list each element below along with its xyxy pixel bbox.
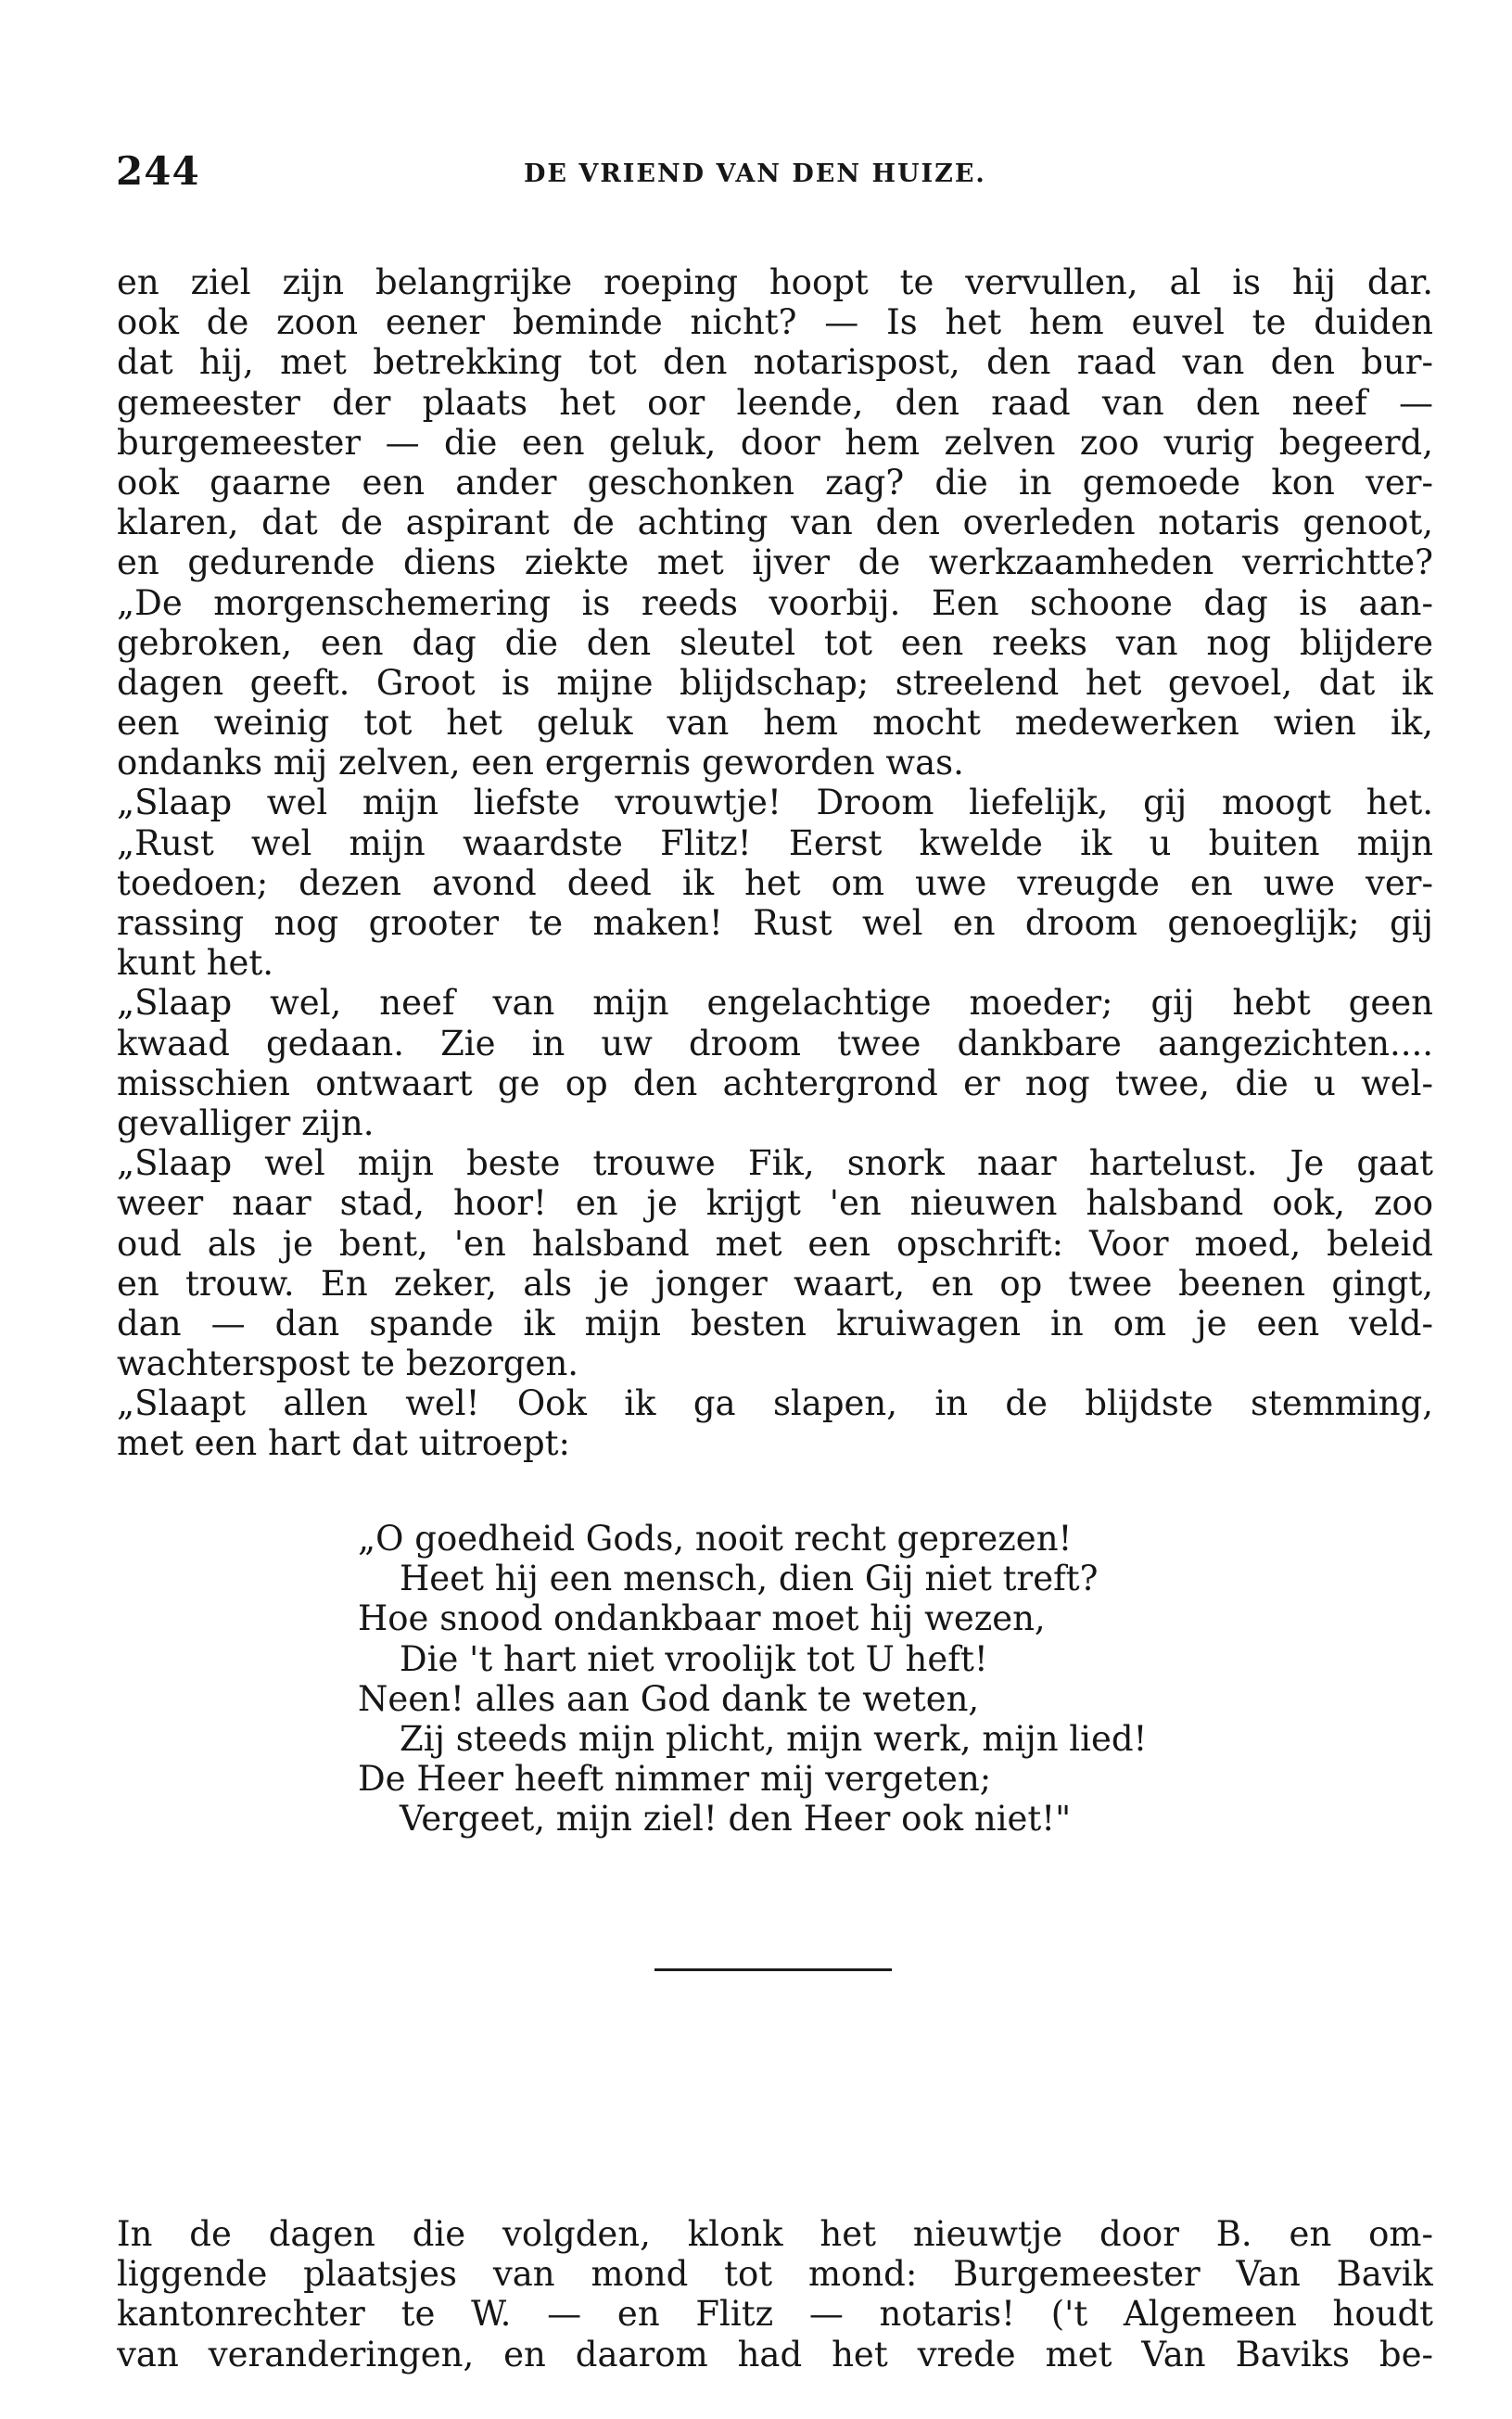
text-line: kantonrechter te W. — en Flitz — notaris! ('t Algemeen houdt: [117, 2294, 1433, 2335]
poem-line: De Heer heeft nimmer mij vergeten;: [358, 1759, 992, 1800]
text-line: toedoen; dezen avond deed ik het om uwe vreugde en uwe ver-: [117, 862, 1433, 903]
poem-line: Die 't hart niet vroolijk tot U heft!: [400, 1638, 988, 1679]
final-paragraph: [117, 2214, 1433, 2374]
text-line: rassing nog grooter te maken! Rust wel en droom genoeglijk; gij: [117, 903, 1433, 943]
text-line: gevalliger zijn.: [117, 1102, 375, 1143]
text-line: dan — dan spande ik mijn besten kruiwagen in om je een veld-: [117, 1303, 1433, 1343]
text-line: een weinig tot het geluk van hem mocht medewerken wien ik,: [117, 703, 1433, 744]
body-text: [117, 262, 1433, 1464]
text-line: en gedurende diens ziekte met ijver de werkzaamheden verrichtte?: [117, 542, 1433, 583]
text-line: „Slaap wel mijn beste trouwe Fik, snork naar hartelust. Je gaat: [117, 1143, 1433, 1184]
poem-line: Heet hij een mensch, dien Gij niet treft?: [400, 1559, 1099, 1599]
text-line: In de dagen die volgden, klonk het nieuwtje door B. en om-: [117, 2214, 1433, 2254]
poem-line: „O goedheid Gods, nooit recht geprezen!: [358, 1519, 1073, 1559]
text-line: „Slaapt allen wel! Ook ik ga slapen, in de blijdste stemming,: [117, 1383, 1433, 1424]
text-line: ondanks mij zelven, een ergernis geworden was.: [117, 743, 964, 783]
text-line: „De morgenschemering is reeds voorbij. Een schoone dag is aan-: [117, 582, 1433, 623]
text-line: gemeester der plaats het oor leende, den raad van den neef —: [117, 382, 1433, 423]
text-line: van veranderingen, en daarom had het vrede met Van Baviks be-: [117, 2334, 1433, 2374]
text-line: ook de zoon eener beminde nicht? — Is het hem euvel te duiden: [117, 302, 1433, 343]
poem-line: Neen! alles aan God dank te weten,: [358, 1678, 980, 1719]
running-head: DE VRIEND VAN DEN HUIZE.: [524, 159, 986, 188]
poem-line: Vergeet, mijn ziel! den Heer ook niet!": [400, 1799, 1072, 1840]
text-line: met een hart dat uitroept:: [117, 1423, 570, 1464]
text-line: klaren, dat de aspirant de achting van den overleden notaris genoot,: [117, 503, 1433, 543]
section-divider: [654, 1968, 892, 1971]
page-number: 244: [116, 148, 200, 194]
page-header: [116, 148, 1432, 204]
poem-line: Hoe snood ondankbaar moet hij wezen,: [358, 1598, 1046, 1639]
text-line: wachterspost te bezorgen.: [117, 1343, 579, 1384]
text-line: burgemeester — die een geluk, door hem zelven zoo vurig begeerd,: [117, 422, 1433, 463]
text-line: kwaad gedaan. Zie in uw droom twee dankbare aangezichten....: [117, 1023, 1433, 1063]
text-line: gebroken, een dag die den sleutel tot een reeks van nog blijdere: [117, 622, 1433, 663]
text-line: ook gaarne een ander geschonken zag? die in gemoede kon ver-: [117, 462, 1433, 503]
text-line: „Slaap wel, neef van mijn engelachtige moeder; gij hebt geen: [117, 983, 1433, 1024]
text-line: en trouw. En zeker, als je jonger waart, en op twee beenen gingt,: [117, 1263, 1433, 1304]
text-line: en ziel zijn belangrijke roeping hoopt te vervullen, al is hij dar.: [117, 262, 1433, 302]
text-line: dagen geeft. Groot is mijne blijdschap; streelend het gevoel, dat ik: [117, 662, 1433, 703]
text-line: weer naar stad, hoor! en je krijgt 'en nieuwen halsband ook, zoo: [117, 1183, 1433, 1224]
text-line: misschien ontwaart ge op den achtergrond er nog twee, die u wel-: [117, 1063, 1433, 1103]
text-line: liggende plaatsjes van mond tot mond: Burgemeester Van Bavik: [117, 2254, 1433, 2295]
text-line: „Rust wel mijn waardste Flitz! Eerst kwelde ik u buiten mijn: [117, 822, 1433, 863]
text-line: kunt het.: [117, 943, 274, 984]
poem: [358, 1519, 1378, 1840]
text-line: „Slaap wel mijn liefste vrouwtje! Droom liefelijk, gij moogt het.: [117, 783, 1433, 823]
text-line: oud als je bent, 'en halsband met een opschrift: Voor moed, beleid: [117, 1223, 1433, 1264]
poem-line: Zij steeds mijn plicht, mijn werk, mijn lied!: [400, 1718, 1148, 1759]
text-line: dat hij, met betrekking tot den notarispost, den raad van den bur-: [117, 342, 1433, 383]
